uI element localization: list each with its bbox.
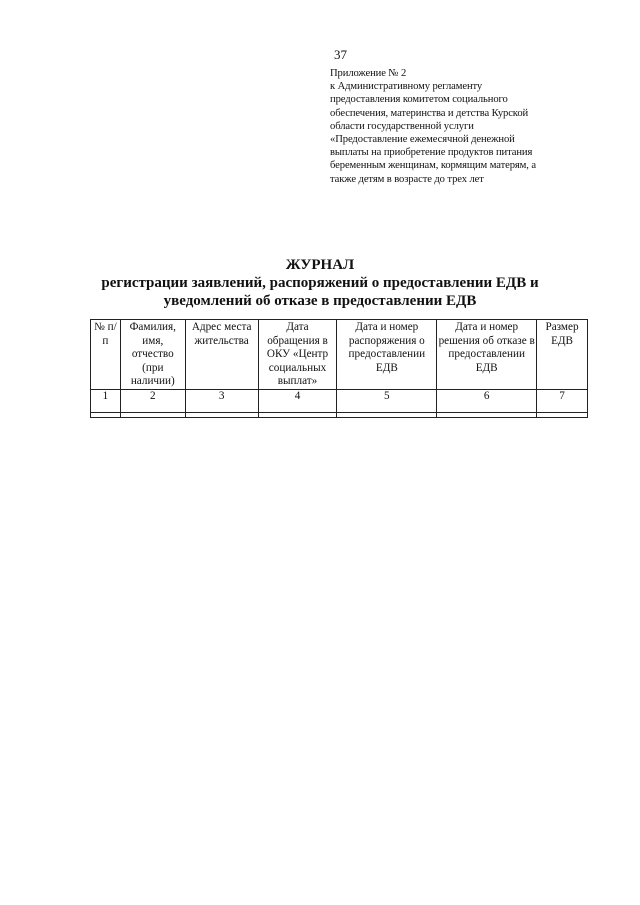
column-header-address: Адрес места жительства	[185, 320, 258, 390]
empty-cell	[537, 412, 588, 417]
column-header-application-date: Дата обращения в ОКУ «Центр социальных выплат»	[258, 320, 337, 390]
empty-cell	[337, 412, 437, 417]
empty-cell	[185, 412, 258, 417]
column-header-amount: Размер ЕДВ	[537, 320, 588, 390]
empty-cell	[437, 412, 537, 417]
column-header-full-name: Фамилия, имя, отчество (при наличии)	[120, 320, 185, 390]
empty-cell	[91, 412, 121, 417]
table-header-row	[91, 320, 588, 390]
appendix-line: выплаты на приобретение продуктов питания	[330, 147, 533, 159]
column-number: 4	[258, 389, 337, 412]
page-number: 37	[334, 47, 347, 62]
appendix-note	[330, 67, 580, 186]
column-number: 6	[437, 389, 537, 412]
appendix-line: также детям в возрасте до трех лет	[330, 173, 484, 185]
column-header-number: № п/п	[91, 320, 121, 390]
appendix-line: «Предоставление ежемесячной денежной	[330, 134, 515, 146]
column-header-order-date-number: Дата и номер распоряжения о предоставлении ЕДВ	[337, 320, 437, 390]
column-number-row	[91, 389, 588, 412]
column-header-refusal-date-number: Дата и номер решения об отказе в предоставлении ЕДВ	[437, 320, 537, 390]
appendix-line: предоставления комитетом социального	[330, 94, 508, 106]
appendix-line: к Административному регламенту	[330, 81, 483, 93]
column-number: 5	[337, 389, 437, 412]
appendix-line: беременным женщинам, кормящим матерям, а	[330, 160, 536, 172]
empty-cell	[258, 412, 337, 417]
column-number: 3	[185, 389, 258, 412]
document-title	[0, 256, 640, 310]
appendix-line: обеспечения, материнства и детства Курской	[330, 107, 529, 119]
column-number: 1	[91, 389, 121, 412]
empty-cell	[120, 412, 185, 417]
title-subtitle-line: регистрации заявлений, распоряжений о предоставлении ЕДВ и	[101, 275, 539, 291]
journal-table	[90, 319, 588, 418]
appendix-line: Приложение № 2	[330, 68, 407, 79]
column-number: 7	[537, 389, 588, 412]
title-subtitle-line: уведомлений об отказе в предоставлении ЕДВ	[163, 293, 477, 309]
title-heading: ЖУРНАЛ	[285, 257, 355, 273]
appendix-line: области государственной услуги	[330, 120, 474, 132]
column-number: 2	[120, 389, 185, 412]
table-empty-row	[91, 412, 588, 417]
